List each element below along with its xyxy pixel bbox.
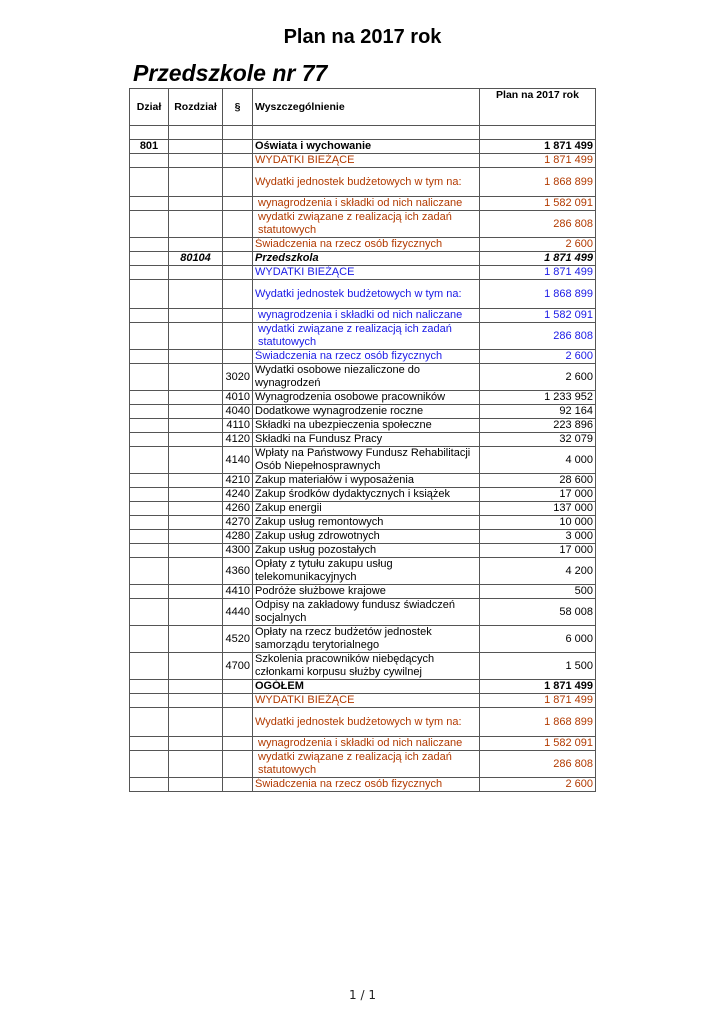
table-row (130, 778, 596, 792)
cell-wyszczegolnienie: wynagrodzenia i składki od nich naliczane (253, 309, 480, 323)
cell-paragraf: 4210 (223, 474, 253, 488)
cell-plan-value: 1 500 (480, 653, 596, 680)
cell-rozdzial (169, 626, 223, 653)
cell-dzial (130, 197, 169, 211)
cell-paragraf: 4700 (223, 653, 253, 680)
cell-rozdzial (169, 433, 223, 447)
cell-wyszczegolnienie: Przedszkola (253, 252, 480, 266)
table-row (130, 544, 596, 558)
cell-paragraf (223, 708, 253, 737)
table-row (130, 585, 596, 599)
cell-rozdzial (169, 737, 223, 751)
cell-plan-value: 1 868 899 (480, 708, 596, 737)
cell-wyszczegolnienie: Zakup usług zdrowotnych (253, 530, 480, 544)
document-subtitle: Przedszkole nr 77 (133, 60, 328, 86)
cell-rozdzial (169, 309, 223, 323)
cell-plan-value: 2 600 (480, 364, 596, 391)
cell-wyszczegolnienie: Opłaty na rzecz budżetów jednostek samorządu terytorialnego (253, 626, 480, 653)
cell-rozdzial: 80104 (169, 252, 223, 266)
table-row (130, 323, 596, 350)
cell-dzial (130, 211, 169, 238)
cell-dzial (130, 391, 169, 405)
cell-rozdzial (169, 544, 223, 558)
table-row (130, 433, 596, 447)
cell-wyszczegolnienie: WYDATKI BIEŻĄCE (253, 266, 480, 280)
cell-dzial (130, 778, 169, 792)
cell-dzial (130, 544, 169, 558)
cell-wyszczegolnienie: Zakup środków dydaktycznych i książek (253, 488, 480, 502)
cell-wyszczegolnienie: wynagrodzenia i składki od nich naliczane (253, 197, 480, 211)
cell-plan-value: 10 000 (480, 516, 596, 530)
cell-paragraf: 4010 (223, 391, 253, 405)
cell-rozdzial (169, 168, 223, 197)
cell-plan-value: 286 808 (480, 323, 596, 350)
cell-dzial (130, 238, 169, 252)
cell-rozdzial (169, 364, 223, 391)
cell-dzial (130, 558, 169, 585)
cell-dzial (130, 737, 169, 751)
table-row (130, 140, 596, 154)
table-row (130, 280, 596, 309)
cell-wyszczegolnienie: Zakup energii (253, 502, 480, 516)
cell-wyszczegolnienie: Wydatki osobowe niezaliczone do wynagrodzeń (253, 364, 480, 391)
table-row (130, 502, 596, 516)
cell-rozdzial (169, 140, 223, 154)
cell-plan-value: 1 868 899 (480, 280, 596, 309)
cell-rozdzial (169, 419, 223, 433)
table-row (130, 708, 596, 737)
cell-paragraf (223, 154, 253, 168)
table-row (130, 488, 596, 502)
cell-paragraf (223, 309, 253, 323)
cell-dzial (130, 680, 169, 694)
cell-paragraf (223, 211, 253, 238)
cell-wyszczegolnienie: Zakup usług pozostałych (253, 544, 480, 558)
cell-paragraf (223, 266, 253, 280)
cell-rozdzial (169, 447, 223, 474)
cell-rozdzial (169, 530, 223, 544)
cell-wyszczegolnienie: Szkolenia pracowników niebędących członkami korpusu służby cywilnej (253, 653, 480, 680)
cell-paragraf (223, 350, 253, 364)
cell-plan-value: 17 000 (480, 488, 596, 502)
cell-dzial (130, 488, 169, 502)
cell-plan-value: 1 871 499 (480, 694, 596, 708)
table-row (130, 516, 596, 530)
cell-wyszczegolnienie: Wydatki jednostek budżetowych w tym na: (253, 280, 480, 309)
cell-wyszczegolnienie: wydatki związane z realizacją ich zadań statutowych (253, 211, 480, 238)
cell-wyszczegolnienie: Składki na ubezpieczenia społeczne (253, 419, 480, 433)
cell-paragraf: 4110 (223, 419, 253, 433)
header-spacer (130, 126, 596, 140)
table-row (130, 558, 596, 585)
cell-plan-value: 223 896 (480, 419, 596, 433)
cell-plan-value: 1 868 899 (480, 168, 596, 197)
table-row (130, 197, 596, 211)
header-wyszczegolnienie: Wyszczególnienie (253, 89, 480, 126)
cell-rozdzial (169, 778, 223, 792)
cell-rozdzial (169, 680, 223, 694)
cell-plan-value: 1 871 499 (480, 680, 596, 694)
cell-wyszczegolnienie: Wydatki jednostek budżetowych w tym na: (253, 708, 480, 737)
cell-paragraf: 4520 (223, 626, 253, 653)
cell-plan-value: 32 079 (480, 433, 596, 447)
cell-paragraf: 3020 (223, 364, 253, 391)
cell-paragraf (223, 323, 253, 350)
table-row (130, 391, 596, 405)
cell-plan-value: 2 600 (480, 778, 596, 792)
cell-plan-value: 4 000 (480, 447, 596, 474)
cell-rozdzial (169, 211, 223, 238)
cell-rozdzial (169, 694, 223, 708)
cell-rozdzial (169, 197, 223, 211)
cell-paragraf (223, 680, 253, 694)
cell-plan-value: 28 600 (480, 474, 596, 488)
cell-plan-value: 500 (480, 585, 596, 599)
cell-wyszczegolnienie: Dodatkowe wynagrodzenie roczne (253, 405, 480, 419)
budget-table (129, 88, 596, 792)
cell-dzial (130, 516, 169, 530)
cell-wyszczegolnienie: Zakup usług remontowych (253, 516, 480, 530)
cell-wyszczegolnienie: OGÓŁEM (253, 680, 480, 694)
cell-rozdzial (169, 391, 223, 405)
header-plan: Plan na 2017 rok (480, 89, 596, 126)
table-row (130, 211, 596, 238)
table-row (130, 737, 596, 751)
cell-paragraf (223, 197, 253, 211)
table-row (130, 680, 596, 694)
cell-paragraf: 4300 (223, 544, 253, 558)
cell-rozdzial (169, 266, 223, 280)
cell-wyszczegolnienie: Wydatki jednostek budżetowych w tym na: (253, 168, 480, 197)
cell-plan-value: 1 582 091 (480, 309, 596, 323)
cell-dzial (130, 474, 169, 488)
cell-wyszczegolnienie: WYDATKI BIEŻĄCE (253, 154, 480, 168)
cell-wyszczegolnienie: Wpłaty na Państwowy Fundusz Rehabilitacji Osób Niepełnosprawnych (253, 447, 480, 474)
cell-paragraf: 4260 (223, 502, 253, 516)
cell-dzial (130, 694, 169, 708)
table-row (130, 474, 596, 488)
cell-paragraf: 4280 (223, 530, 253, 544)
cell-rozdzial (169, 708, 223, 737)
cell-paragraf: 4240 (223, 488, 253, 502)
cell-plan-value: 1 871 499 (480, 140, 596, 154)
table-row (130, 599, 596, 626)
cell-dzial (130, 323, 169, 350)
cell-rozdzial (169, 154, 223, 168)
cell-wyszczegolnienie: wydatki związane z realizacją ich zadań statutowych (253, 323, 480, 350)
table-row (130, 309, 596, 323)
cell-dzial (130, 626, 169, 653)
cell-plan-value: 17 000 (480, 544, 596, 558)
cell-dzial (130, 252, 169, 266)
cell-wyszczegolnienie: Świadczenia na rzecz osób fizycznych (253, 238, 480, 252)
cell-plan-value: 4 200 (480, 558, 596, 585)
cell-wyszczegolnienie: Oświata i wychowanie (253, 140, 480, 154)
document-title: Plan na 2017 rok (283, 26, 442, 48)
cell-wyszczegolnienie: Świadczenia na rzecz osób fizycznych (253, 350, 480, 364)
cell-dzial (130, 751, 169, 778)
cell-paragraf (223, 140, 253, 154)
cell-paragraf (223, 694, 253, 708)
table-row (130, 405, 596, 419)
cell-rozdzial (169, 751, 223, 778)
cell-wyszczegolnienie: Odpisy na zakładowy fundusz świadczeń socjalnych (253, 599, 480, 626)
cell-rozdzial (169, 474, 223, 488)
table-row (130, 350, 596, 364)
cell-plan-value: 1 871 499 (480, 266, 596, 280)
cell-dzial (130, 168, 169, 197)
cell-plan-value: 1 582 091 (480, 737, 596, 751)
cell-rozdzial (169, 280, 223, 309)
cell-rozdzial (169, 405, 223, 419)
cell-plan-value: 3 000 (480, 530, 596, 544)
cell-wyszczegolnienie: wydatki związane z realizacją ich zadań statutowych (253, 751, 480, 778)
cell-rozdzial (169, 323, 223, 350)
cell-rozdzial (169, 653, 223, 680)
table-row (130, 751, 596, 778)
table-row (130, 364, 596, 391)
cell-wyszczegolnienie: WYDATKI BIEŻĄCE (253, 694, 480, 708)
cell-plan-value: 286 808 (480, 211, 596, 238)
cell-plan-value: 286 808 (480, 751, 596, 778)
cell-plan-value: 6 000 (480, 626, 596, 653)
table-row (130, 168, 596, 197)
cell-plan-value: 2 600 (480, 350, 596, 364)
cell-dzial: 801 (130, 140, 169, 154)
cell-wyszczegolnienie: Świadczenia na rzecz osób fizycznych (253, 778, 480, 792)
table-row (130, 530, 596, 544)
cell-paragraf (223, 778, 253, 792)
page-number: 1 / 1 (349, 988, 376, 1002)
cell-rozdzial (169, 502, 223, 516)
table-row (130, 419, 596, 433)
cell-dzial (130, 653, 169, 680)
table-body (130, 140, 596, 792)
cell-paragraf: 4120 (223, 433, 253, 447)
header-dzial: Dział (130, 89, 169, 126)
cell-plan-value: 1 582 091 (480, 197, 596, 211)
cell-rozdzial (169, 488, 223, 502)
table-row (130, 626, 596, 653)
cell-plan-value: 92 164 (480, 405, 596, 419)
cell-dzial (130, 433, 169, 447)
cell-dzial (130, 154, 169, 168)
cell-paragraf (223, 280, 253, 309)
cell-plan-value: 1 871 499 (480, 154, 596, 168)
cell-paragraf (223, 252, 253, 266)
cell-paragraf (223, 737, 253, 751)
cell-rozdzial (169, 516, 223, 530)
cell-paragraf (223, 168, 253, 197)
table-header-row (130, 89, 596, 126)
table-row (130, 252, 596, 266)
cell-paragraf: 4440 (223, 599, 253, 626)
cell-dzial (130, 364, 169, 391)
cell-dzial (130, 419, 169, 433)
cell-dzial (130, 405, 169, 419)
cell-plan-value: 137 000 (480, 502, 596, 516)
cell-rozdzial (169, 585, 223, 599)
cell-paragraf: 4140 (223, 447, 253, 474)
cell-wyszczegolnienie: Składki na Fundusz Pracy (253, 433, 480, 447)
cell-paragraf (223, 751, 253, 778)
cell-dzial (130, 447, 169, 474)
cell-wyszczegolnienie: wynagrodzenia i składki od nich naliczane (253, 737, 480, 751)
cell-dzial (130, 502, 169, 516)
cell-plan-value: 1 233 952 (480, 391, 596, 405)
cell-dzial (130, 708, 169, 737)
cell-wyszczegolnienie: Wynagrodzenia osobowe pracowników (253, 391, 480, 405)
table-row (130, 694, 596, 708)
cell-paragraf: 4410 (223, 585, 253, 599)
cell-paragraf (223, 238, 253, 252)
cell-dzial (130, 266, 169, 280)
header-rozdzial: Rozdział (169, 89, 223, 126)
cell-rozdzial (169, 350, 223, 364)
cell-rozdzial (169, 558, 223, 585)
cell-paragraf: 4270 (223, 516, 253, 530)
cell-wyszczegolnienie: Opłaty z tytułu zakupu usług telekomunikacyjnych (253, 558, 480, 585)
cell-plan-value: 2 600 (480, 238, 596, 252)
table-row (130, 653, 596, 680)
cell-dzial (130, 585, 169, 599)
table-row (130, 447, 596, 474)
cell-dzial (130, 280, 169, 309)
cell-wyszczegolnienie: Podróże służbowe krajowe (253, 585, 480, 599)
cell-dzial (130, 599, 169, 626)
table-row (130, 154, 596, 168)
cell-wyszczegolnienie: Zakup materiałów i wyposażenia (253, 474, 480, 488)
cell-dzial (130, 309, 169, 323)
table-row (130, 238, 596, 252)
table-row (130, 266, 596, 280)
cell-plan-value: 58 008 (480, 599, 596, 626)
cell-rozdzial (169, 238, 223, 252)
header-paragraf: § (223, 89, 253, 126)
cell-dzial (130, 530, 169, 544)
cell-dzial (130, 350, 169, 364)
cell-paragraf: 4040 (223, 405, 253, 419)
cell-rozdzial (169, 599, 223, 626)
cell-plan-value: 1 871 499 (480, 252, 596, 266)
cell-paragraf: 4360 (223, 558, 253, 585)
